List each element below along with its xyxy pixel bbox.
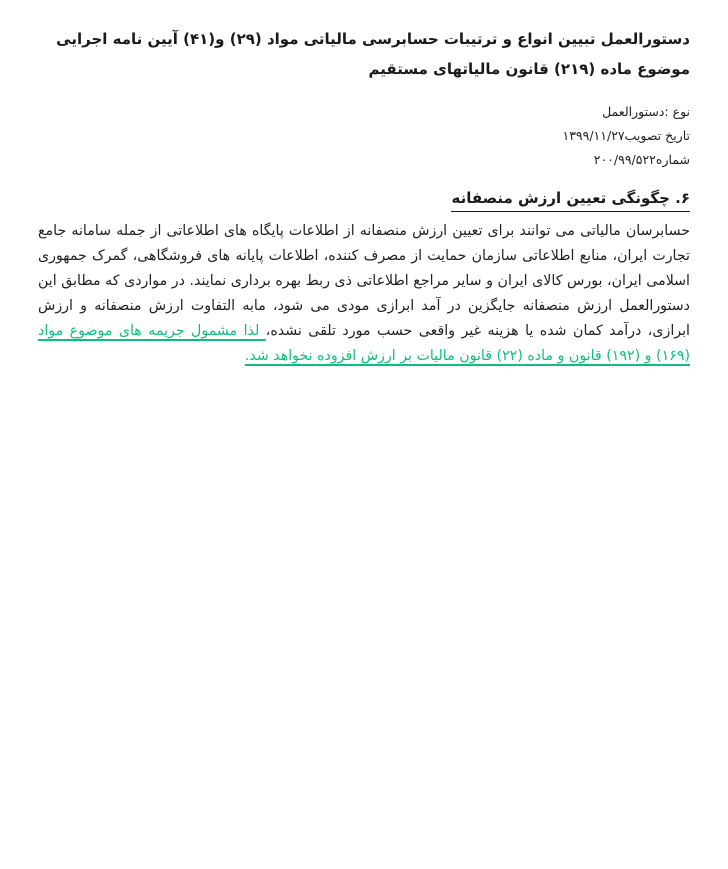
document-title: دستورالعمل تبیین انواع و ترتیبات حسابرسی مالیاتی مواد (۲۹) و(۴۱) آیین نامه اجرایی موضوع ماده (۲۱۹) قانون مالیاتهای مستقیم (56, 30, 690, 78)
meta-type: نوع :دستورالعمل (602, 104, 690, 119)
body-paragraph (38, 219, 690, 369)
highlighted-sentence: لذا مشمول جریمه های موضوع مواد (۱۶۹) و (۱۹۲) قانون و ماده (۲۲) قانون مالیات بر ارزش افزوده نخواهد شد. (38, 323, 690, 364)
meta-number: شماره۲۰۰/۹۹/۵۲۲ (593, 152, 690, 167)
meta-approval-date: تاریخ تصویب۱۳۹۹/۱۱/۲۷ (562, 128, 690, 143)
section-heading-row (38, 188, 690, 212)
document-meta (38, 100, 690, 172)
paragraph-text: حسابرسان مالیاتی می توانند برای تعیین ارزش منصفانه از اطلاعات پایگاه های اطلاعاتی از جمله سامانه جامع تجارت ایران، منابع اطلاعاتی سازمان حمایت از مصرف کننده، اطلاعات پایانه های فروشگاهی، گمرک جمهوری اسلامی ایران، بورس کالای ایران و سایر مراجع اطلاعاتی ذی ربط بهره برداری نمایند. در مواردی که مطابق این دستورالعمل ارزش منصفانه جایگزین در آمد ابرازی مودی می شود، مابه التفاوت ارزش منصفانه و ارزش ابرازی، درآمد کمان شده یا هزینه غیر واقعی حسب مورد تلقی نشده، (38, 223, 690, 339)
section-heading: ۶. چگونگی تعیین ارزش منصفانه (451, 188, 690, 212)
